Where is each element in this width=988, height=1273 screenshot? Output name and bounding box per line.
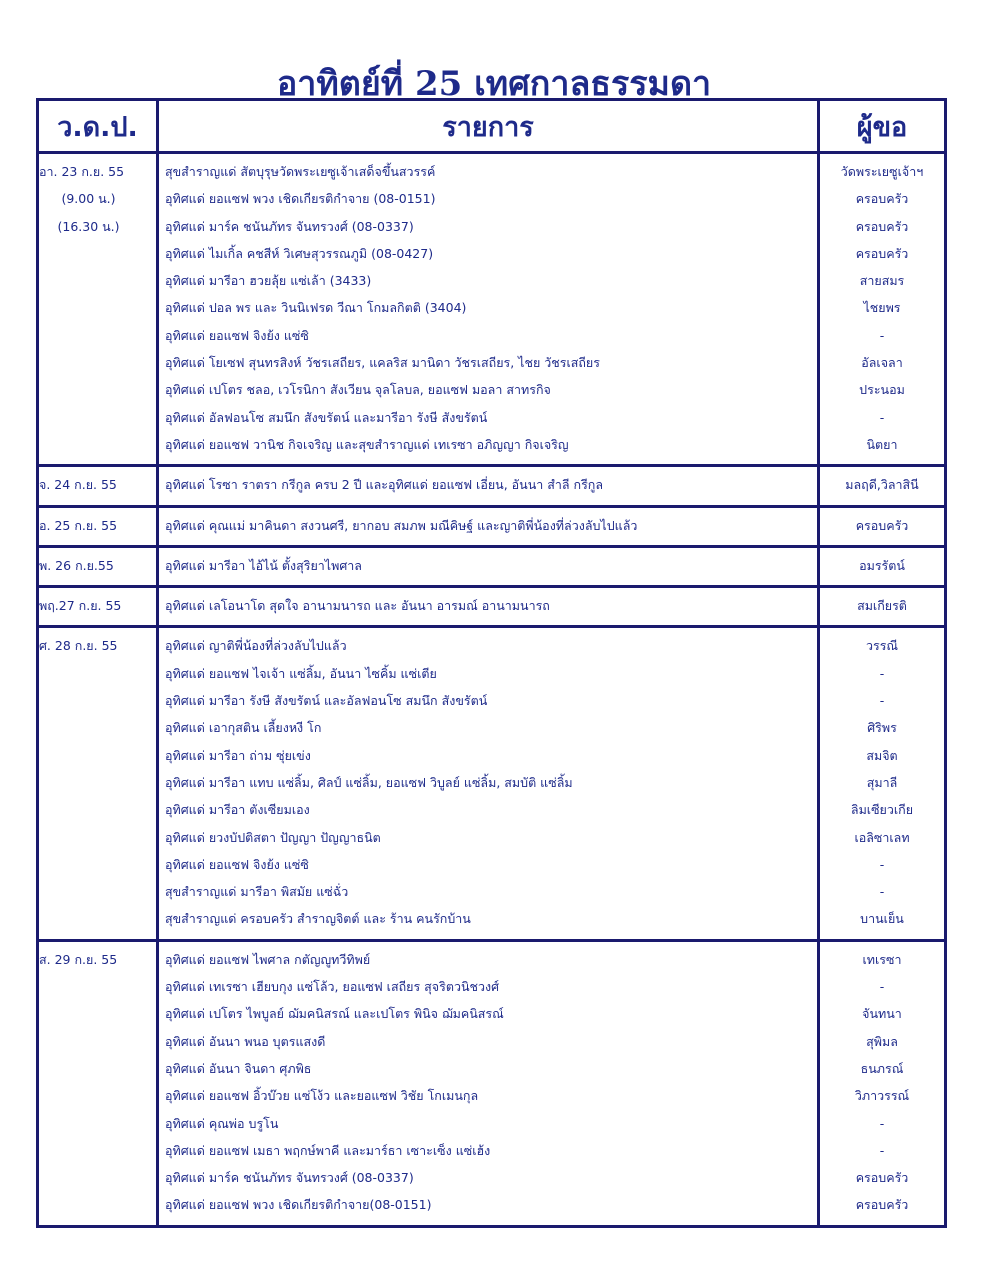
- requester-name: สุมาลี: [866, 774, 898, 790]
- requester-name: -: [879, 979, 885, 995]
- intention-item: อุทิศแด่ ยอแซฟ จิงย้ง แซ่ซิ: [165, 856, 309, 872]
- requester-name: ธนภรณ์: [860, 1060, 904, 1076]
- requester-name: วัดพระเยซูเจ้าฯ: [840, 164, 924, 179]
- intention-item: อุทิศแด่ ปอล พร และ วินนิเฟรด วีณา โกมลกิตติ (3404): [165, 300, 467, 316]
- intention-item: อุทิศแด่ อัลฟอนโซ สมนึก สังขรัตน์ และมารีอา รังษี สังขรัตน์: [165, 409, 488, 425]
- header-items: รายการ: [158, 100, 819, 153]
- requester-name: ครอบครัว: [855, 1197, 909, 1213]
- requester-cell: [819, 940, 946, 1226]
- requester-cell: [819, 506, 946, 546]
- intention-item: อุทิศแด่ มาร์ค ชนันภัทร จันทรวงศ์ (08-0337): [165, 1170, 414, 1186]
- requester-cell: [819, 587, 946, 627]
- intention-item: อุทิศแด่ ยอแซฟ อิ้วบ๊วย แซ่โง้ว และยอแซฟ วิชัย โกเมนกุล: [165, 1088, 479, 1104]
- requester-name: ลิมเซียวเกีย: [850, 802, 914, 818]
- intention-item: อุทิศแด่ อันนา จินดา ศุภพิธ: [165, 1060, 312, 1076]
- requester-name: จันทนา: [862, 1006, 902, 1022]
- date-cell: [38, 587, 158, 627]
- requester-name: ประนอม: [859, 382, 905, 398]
- intention-item: อุทิศแด่ เอากุสติน เลี้ยงหงี โก: [165, 720, 322, 736]
- requester-name: ไชยพร: [863, 300, 901, 316]
- date-group-row: [38, 546, 946, 586]
- intention-item: อุทิศแด่ เปโตร ชลอ, เวโรนิกา สังเวียน จุลโลบล, ยอแซฟ มอลา สาทรกิจ: [165, 382, 551, 398]
- date-label: ศ. 28 ก.ย. 55: [39, 638, 118, 654]
- intention-item: อุทิศแด่ ยอแซฟ วานิช กิจเจริญ และสุขสำราญแด่ เทเรซา อภิญญา กิจเจริญ: [165, 436, 569, 452]
- requester-name: -: [879, 327, 885, 343]
- intention-item: อุทิศแด่ ยอแซฟ พวง เชิดเกียรติกำจาย(08-0151): [165, 1197, 432, 1213]
- intention-item: อุทิศแด่ เปโตร ไพบูลย์ ฌัมคนิสรณ์ และเปโตร พินิจ ฌัมคนิสรณ์: [165, 1006, 504, 1022]
- header-requester: ผู้ขอ: [819, 100, 946, 153]
- requester-name: -: [879, 1115, 885, 1131]
- requester-name: อัลเจลา: [861, 355, 903, 371]
- date-cell: [38, 627, 158, 940]
- date-cell: [38, 466, 158, 506]
- date-label: พ. 26 ก.ย.55: [39, 557, 114, 573]
- intention-item: อุทิศแด่ ยอแซฟ ไพศาล กตัญญูทวีทิพย์: [165, 951, 371, 967]
- intention-item: สุขสำราญแด่ ครอบครัว สำราญจิตต์ และ ร้าน คนรักบ้าน: [165, 911, 471, 927]
- requester-name: -: [879, 1142, 885, 1158]
- requester-name: ครอบครัว: [855, 245, 909, 261]
- intention-item: อุทิศแด่ ยวงบัปติสตา ปัญญา ปัญญาธนิต: [165, 829, 381, 845]
- intention-item: อุทิศแด่ มาร์ค ชนันภัทร จันทรวงศ์ (08-0337): [165, 218, 414, 234]
- header-date: ว.ด.ป.: [38, 100, 158, 153]
- requester-name: ศิริพร: [867, 720, 897, 736]
- items-cell: [158, 546, 819, 586]
- intention-item: อุทิศแด่ โรซา ราตรา กรีกูล ครบ 2 ปี และอุทิศแด่ ยอแซฟ เอี่ยน, อันนา สำลี กรีกูล: [165, 477, 604, 493]
- date-cell: [38, 153, 158, 466]
- intention-item: อุทิศแด่ มารีอา ฮวยลุ้ย แซ่เล้า (3433): [165, 273, 372, 289]
- date-group-row: [38, 627, 946, 940]
- items-cell: [158, 153, 819, 466]
- requester-cell: [819, 466, 946, 506]
- schedule-table: [36, 98, 947, 1228]
- requester-name: บานเย็น: [860, 911, 904, 927]
- items-cell: [158, 506, 819, 546]
- intention-item: อุทิศแด่ ยอแซฟ พวง เชิดเกียรติกำจาย (08-0151): [165, 191, 436, 207]
- date-group-row: [38, 506, 946, 546]
- requester-name: สมจิต: [866, 747, 898, 763]
- page-title: อาทิตย์ที่ 25 เทศกาลธรรมดา: [276, 64, 712, 104]
- intention-item: อุทิศแด่ ยอแซฟ เมธา พฤกษ์พาคี และมาร์ธา เซาะเซ็ง แซ่เฮ้ง: [165, 1142, 491, 1158]
- schedule-body: [38, 153, 946, 1227]
- intention-item: อุทิศแด่ คุณแม่ มาคินดา สงวนศรี, ยากอบ สมภพ มณีคิษฐ์ และญาติพี่น้องที่ล่วงลับไปแล้ว: [165, 517, 638, 533]
- date-label: พฤ.27 ก.ย. 55: [39, 598, 122, 614]
- requester-name: สายสมร: [859, 273, 905, 289]
- requester-name: วรรณี: [865, 638, 899, 654]
- date-group-row: [38, 466, 946, 506]
- requester-cell: [819, 153, 946, 466]
- requester-name: มลฤดี,วิลาสินี: [845, 477, 919, 493]
- date-label: จ. 24 ก.ย. 55: [39, 477, 117, 493]
- intention-item: อุทิศแด่ มารีอา ตังเซียมเอง: [165, 802, 310, 818]
- intention-item: สุขสำราญแด่ มารีอา พิสมัย แซ่ฉั่ว: [165, 884, 349, 900]
- intention-item: อุทิศแด่ โยเซฟ สุนทรสิงห์ วัชรเสถียร, แคลริส มานิดา วัชรเสถียร, ไชย วัชรเสถียร: [165, 355, 600, 371]
- requester-name: ครอบครัว: [855, 1170, 909, 1186]
- date-cell: [38, 506, 158, 546]
- date-group-row: [38, 153, 946, 466]
- requester-name: -: [879, 665, 885, 681]
- intention-item: อุทิศแด่ เลโอนาโด สุดใจ อานามนารถ และ อันนา อารมณ์ อานามนารถ: [165, 598, 550, 614]
- requester-name: ครอบครัว: [855, 218, 909, 234]
- header-row: [38, 100, 946, 153]
- requester-name: สุพิมล: [866, 1033, 898, 1049]
- intention-item: อุทิศแด่ ยอแซฟ จิงย้ง แซ่ซิ: [165, 327, 309, 343]
- requester-name: นิตยา: [866, 436, 898, 452]
- date-cell: [38, 940, 158, 1226]
- date-label: อา. 23 ก.ย. 55: [39, 164, 125, 179]
- time-label: (9.00 น.): [61, 191, 116, 207]
- intention-item: อุทิศแด่ มารีอา ถ่าม ซุ่ยเข่ง: [165, 747, 311, 763]
- date-cell: [38, 546, 158, 586]
- requester-name: ครอบครัว: [855, 191, 909, 207]
- requester-name: ครอบครัว: [855, 517, 909, 533]
- intention-item: อุทิศแด่ มารีอา แทบ แซ่ลิ้ม, ศิลป์ แซ่ลิ้ม, ยอแซฟ วิบูลย์ แซ่ลิ้ม, สมบัติ แซ่ลิ้ม: [165, 774, 573, 790]
- requester-name: -: [879, 856, 885, 872]
- intention-item: อุทิศแด่ ยอแซฟ ไจเจ้า แซ่ลิ้ม, อันนา ไซคิ้ม แซ่เตีย: [165, 665, 437, 681]
- items-cell: [158, 587, 819, 627]
- requester-name: สมเกียรติ: [857, 598, 907, 614]
- intention-item: อุทิศแด่ คุณพ่อ บรูโน: [165, 1115, 279, 1131]
- intention-item: อุทิศแด่ เทเรซา เฮียบกุง แซ่โล้ว, ยอแซฟ เสถียร สุจริตวนิชวงศ์: [165, 979, 500, 995]
- intention-item: อุทิศแด่ ไมเกิ้ล คชสีห์ วิเศษสุวรรณภูมิ (08-0427): [165, 245, 434, 261]
- requester-name: วิภาวรรณ์: [854, 1088, 910, 1104]
- time-label: (16.30 น.): [57, 218, 120, 234]
- requester-name: -: [879, 409, 885, 425]
- requester-name: อมรรัตน์: [859, 557, 905, 573]
- intention-item: อุทิศแด่ มารีอา รังษี สังขรัตน์ และอัลฟอนโซ สมนึก สังขรัตน์: [165, 693, 488, 709]
- requester-cell: [819, 546, 946, 586]
- items-cell: [158, 466, 819, 506]
- intention-item: อุทิศแด่ ญาติพี่น้องที่ล่วงลับไปแล้ว: [165, 638, 347, 654]
- date-label: อ. 25 ก.ย. 55: [39, 517, 118, 533]
- requester-name: -: [879, 693, 885, 709]
- requester-cell: [819, 627, 946, 940]
- date-group-row: [38, 587, 946, 627]
- intention-item: อุทิศแด่ อันนา พนอ บุตรแสงดี: [165, 1033, 326, 1049]
- intention-item: สุขสำราญแด่ สัตบุรุษวัดพระเยซูเจ้าเสด็จขึ้นสวรรค์: [165, 164, 436, 179]
- requester-name: เทเรซา: [862, 951, 902, 967]
- items-cell: [158, 627, 819, 940]
- requester-name: เอลิซาเลท: [854, 829, 910, 845]
- date-label: ส. 29 ก.ย. 55: [39, 951, 118, 967]
- requester-name: -: [879, 884, 885, 900]
- intention-item: อุทิศแด่ มารีอา ไอ้ไน้ ตั้งสุริยาไพศาล: [165, 557, 362, 573]
- items-cell: [158, 940, 819, 1226]
- date-group-row: [38, 940, 946, 1226]
